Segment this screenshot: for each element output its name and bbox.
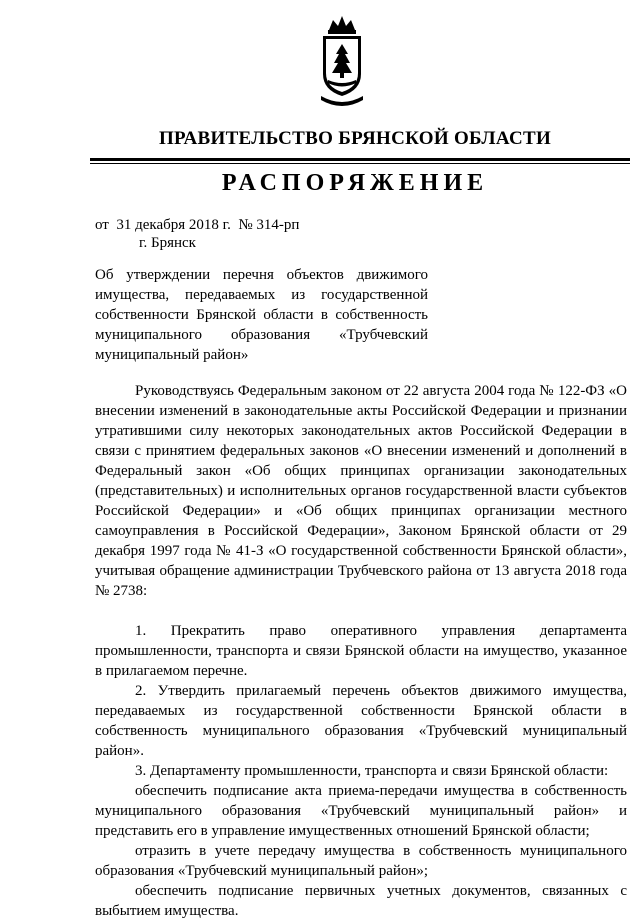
item-paragraph-3a: обеспечить подписание акта приема-передачи имущества в собственность муниципального образования «Трубчевский муниципальный район» и представить его в управление имущественных отношений Брянской области; (95, 783, 627, 839)
document-subject: Об утверждении перечня объектов движимого имущества, передаваемых из государственной собственности Брянской области в собственность муниципального образования «Трубчевский муниципальный район» (95, 267, 428, 363)
government-title: ПРАВИТЕЛЬСТВО БРЯНСКОЙ ОБЛАСТИ (158, 128, 552, 149)
item-paragraph-3b: отразить в учете передачу имущества в собственность муниципального образования «Трубчевский муниципальный район»; (95, 843, 627, 879)
preamble-paragraph: Руководствуясь Федеральным законом от 22 августа 2004 года № 122-ФЗ «О внесении изменений в законодательные акты Российской Федерации и признании утратившими силу некоторых законодательных актов Российской Федерации в связи с принятием федеральных законов «О внесении изменений и дополнений в Федеральный закон «Об общих принципах организации законодательных (представительных) и исполнительных органов государственной власти субъектов Российской Федерации» и «Об общих принципах организации местного самоуправления в Российской Федерации», Законом Брянской области от 29 декабря 1997 года № 41-З «О государственной собственности Брянской области», учитывая обращение администрации Трубчевского района от 13 августа 2018 года № 2738: (95, 383, 627, 599)
document-body (95, 381, 627, 921)
item-paragraph-1: 1. Прекратить право оперативного управления департамента промышленности, транспорта и связи Брянской области на имущество, указанное в прилагаемом перечне. (95, 623, 627, 679)
header-rule-thick (90, 158, 630, 161)
header-rule-thin (90, 163, 630, 164)
coat-of-arms-icon (315, 12, 369, 112)
document-city: г. Брянск (139, 235, 196, 251)
item-paragraph-3: 3. Департаменту промышленности, транспорта и связи Брянской области: (135, 763, 609, 779)
document-type-title: РАСПОРЯЖЕНИЕ (221, 170, 489, 196)
item-paragraph-2: 2. Утвердить прилагаемый перечень объектов движимого имущества, передаваемых из государственной собственности Брянской области в собственность муниципального образования «Трубчевский муниципальный район». (95, 683, 627, 759)
item-paragraph-3c: обеспечить подписание первичных учетных документов, связанных с выбытием имущества. (95, 883, 627, 919)
document-date-number: от 31 декабря 2018 г. № 314-рп (95, 217, 300, 233)
